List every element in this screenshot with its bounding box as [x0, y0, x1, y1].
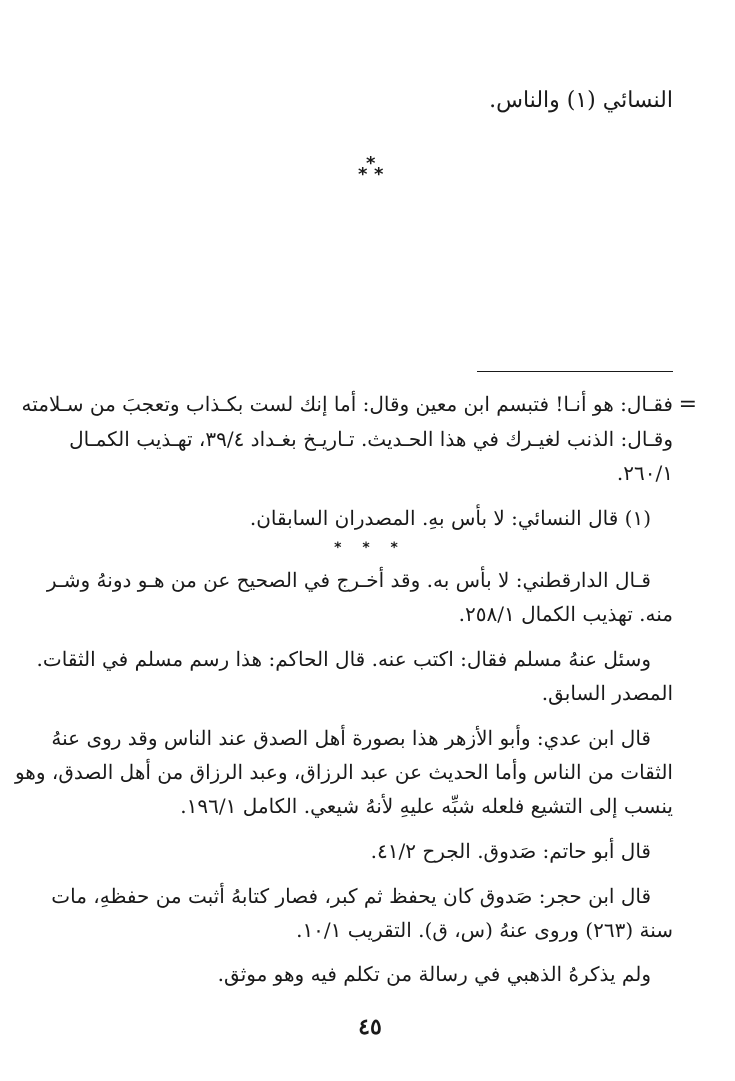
footnote-paragraph-line: المصدر السابق.: [541, 681, 673, 705]
footnote-separator-stars: * * *: [334, 540, 406, 556]
footnote-continuation-line: وقـال: الذنب لغيـرك في هذا الحـديث. تـاريـخ بغـداد ٣٩/٤، تهـذيب الكمـال: [69, 427, 673, 451]
footnote-paragraph-line: وسئل عنهُ مسلم فقال: اكتب عنه. قال الحاكم: هذا رسم مسلم في الثقات.: [36, 647, 651, 671]
star-bottom-left: *: [358, 164, 368, 185]
footnote-continuation-line: فقـال: هو أنـا! فتبسم ابن معين وقال: أما إنك لست بكـذاب وتعجبَ من سـلامته: [21, 392, 673, 416]
footnote-paragraph-line: قال أبو حاتم: صَدوق. الجرح ٤١/٢.: [370, 839, 651, 863]
footnote-paragraph-line: قال ابن عدي: وأبو الأزهر هذا بصورة أهل الصدق عند الناس وقد روى عنهُ: [51, 726, 651, 750]
main-text-line: النسائي (١) والناس.: [489, 88, 673, 113]
footnote-paragraph-line: قـال الدارقطني: لا بأس به. وقد أخـرج في الصحيح عن من هـو دونهُ وشـر: [46, 568, 651, 592]
footnote-paragraph-line: منه. تهذيب الكمال ٢٥٨/١.: [458, 602, 673, 626]
footnote-rule: [477, 371, 673, 372]
footnote-paragraph-line: سنة (٢٦٣) وروى عنهُ (س، ق). التقريب ١٠/١.: [296, 918, 673, 942]
footnote-continuation-line: ٢٦٠/١.: [616, 461, 673, 485]
footnote-paragraph-line: ولم يذكرهُ الذهبي في رسالة من تكلم فيه وهو موثق.: [217, 962, 651, 986]
footnote-continuation-mark: =: [678, 392, 697, 417]
star-top: *: [366, 153, 376, 174]
footnote-paragraph-line: ينسب إلى التشيع فلعله شبِّه عليهِ لأنهُ شيعي. الكامل ١٩٦/١.: [180, 794, 673, 818]
footnote-paragraph-line: الثقات من الناس وأما الحديث عن عبد الرزاق، وعبد الرزاق من أهل الصدق، وهو: [14, 760, 673, 784]
page-number: ٤٥: [358, 1014, 382, 1040]
section-divider-stars: [355, 155, 391, 187]
footnote-1: (١) قال النسائي: لا بأس بهِ. المصدران السابقان.: [249, 506, 651, 530]
star-bottom-right: *: [374, 164, 384, 185]
footnote-paragraph-line: قال ابن حجر: صَدوق كان يحفظ ثم كبر، فصار كتابهُ أثبت من حفظهِ، مات: [51, 884, 651, 908]
